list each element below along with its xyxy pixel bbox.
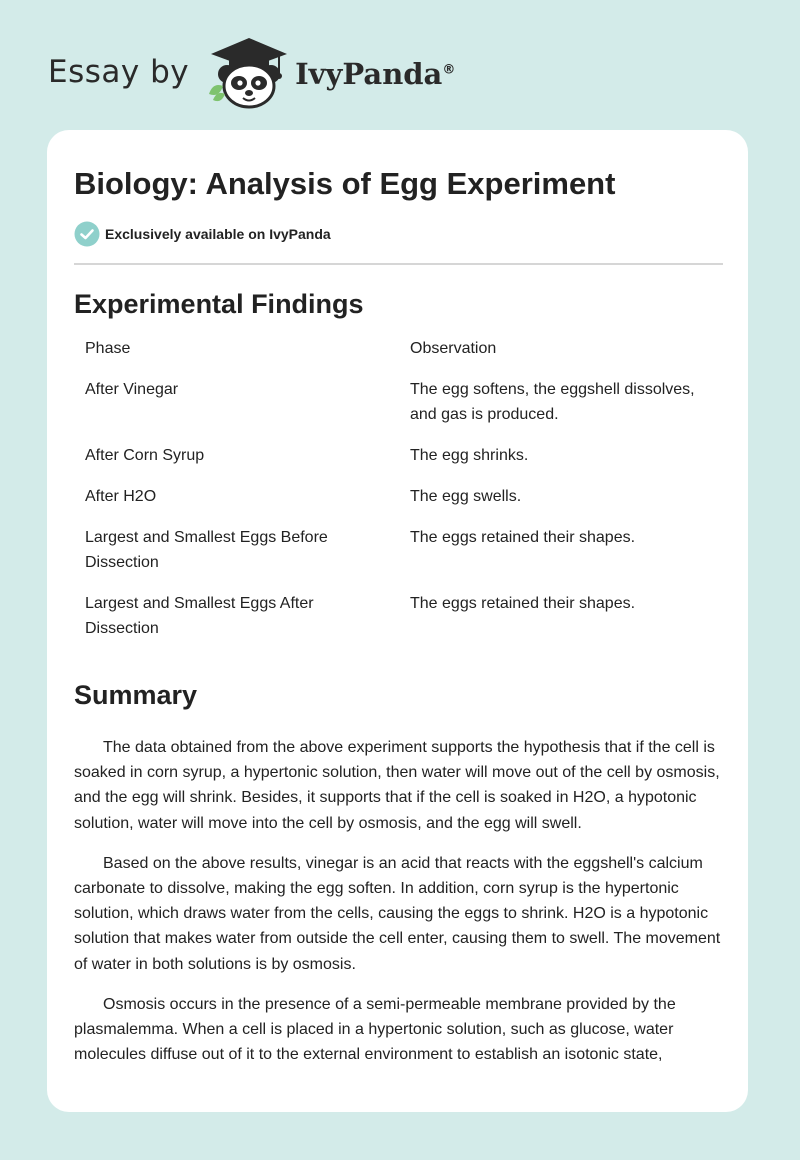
- table-row: [74, 484, 723, 525]
- table-cell-observation: The egg shrinks.: [410, 447, 529, 464]
- divider: [74, 263, 723, 265]
- check-badge-icon: [74, 221, 100, 247]
- summary-paragraph: The data obtained from the above experiment supports the hypothesis that if the cell is soaked in corn syrup, a hypertonic solution, then water will move out of the cell by osmosis, and the egg will shrink. Besides, it supports that if the cell is soaked in H2O, a hypotonic solution, water will move into the cell by osmosis, and the egg will swell.: [74, 739, 720, 832]
- table-cell-observation: The eggs retained their shapes.: [410, 595, 636, 612]
- table-cell-phase: After Vinegar: [85, 381, 179, 398]
- table-row: [74, 591, 723, 657]
- summary-paragraph: Osmosis occurs in the presence of a semi-permeable membrane provided by the plasmalemma. When a cell is placed in a hypertonic solution, such as glucose, water molecules diffuse out of it to the external environment to establish an isotonic state,: [74, 995, 676, 1064]
- summary-paragraph: Based on the above results, vinegar is an acid that reacts with the eggshell's calcium carbonate to dissolve, making the egg soften. In addition, corn syrup is the hypertonic solution, which draws water from the cells, causing the eggs to shrink. H2O is a hypotonic solution that makes water from outside the cell enter, causing them to swell. The movement of water in both solutions is by osmosis.: [74, 854, 721, 973]
- brand-header: [48, 34, 455, 110]
- table-cell-phase: After H2O: [85, 488, 157, 505]
- article-card: [47, 130, 748, 1112]
- panda-graduate-icon[interactable]: [207, 34, 291, 110]
- section-heading-summary: Summary: [74, 680, 198, 710]
- column-header-observation: Observation: [410, 340, 497, 357]
- table-cell-observation: The egg softens, the eggshell dissolves, and gas is produced.: [410, 381, 695, 423]
- table-row: [74, 377, 723, 443]
- table-row: [74, 525, 723, 591]
- exclusive-badge: [74, 221, 722, 247]
- table-cell-phase: Largest and Smallest Eggs Before Dissection: [85, 529, 328, 571]
- brand-name: [295, 57, 455, 91]
- section-heading-findings: Experimental Findings: [74, 289, 364, 319]
- table-cell-observation: The eggs retained their shapes.: [410, 529, 636, 546]
- page-title: Biology: Analysis of Egg Experiment: [74, 166, 616, 201]
- table-cell-phase: After Corn Syrup: [85, 447, 205, 464]
- findings-table: [74, 336, 723, 657]
- registered-mark: ®: [442, 62, 456, 78]
- table-header-row: [74, 336, 723, 377]
- table-row: [74, 443, 723, 484]
- brand-prefix: Essay by: [48, 54, 190, 90]
- table-cell-observation: The egg swells.: [410, 488, 522, 505]
- brand-name-text: IvyPanda: [295, 57, 443, 91]
- badge-text: Exclusively available on IvyPanda: [105, 226, 331, 242]
- column-header-phase: Phase: [85, 340, 131, 357]
- table-cell-phase: Largest and Smallest Eggs After Dissection: [85, 595, 314, 637]
